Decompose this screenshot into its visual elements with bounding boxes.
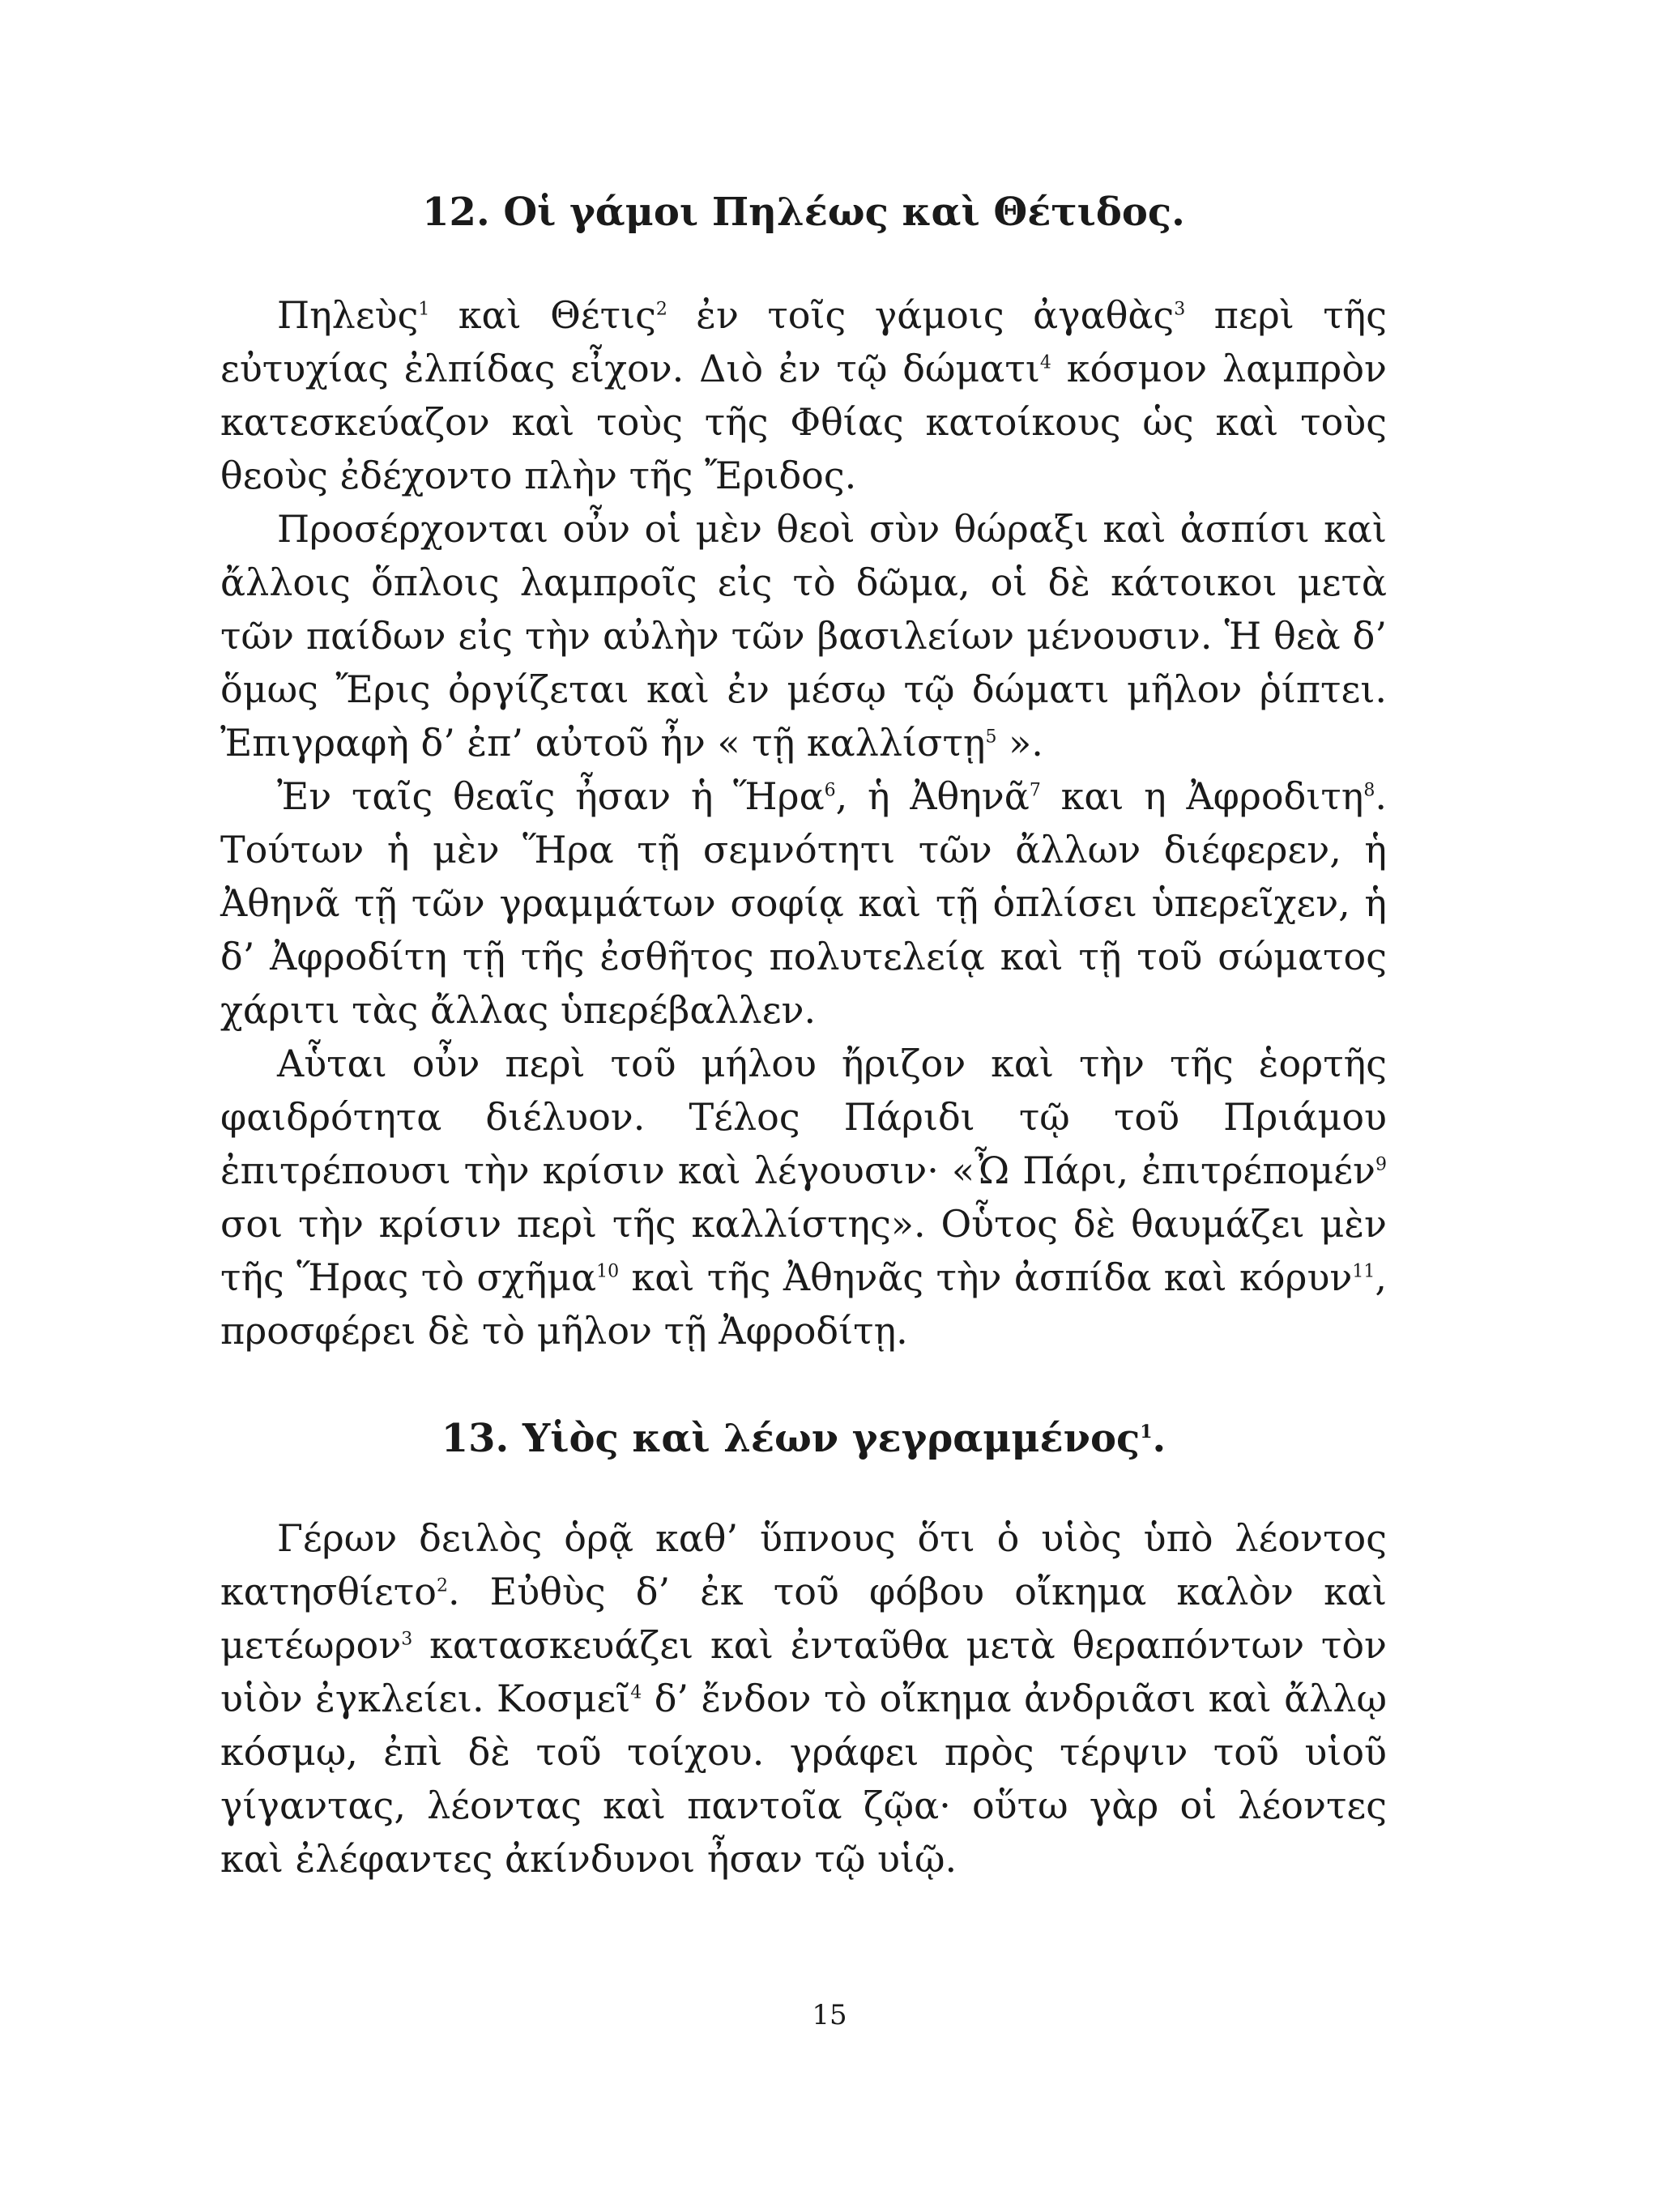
footnote-ref: 6 — [824, 780, 836, 801]
footnote-ref: 9 — [1375, 1154, 1387, 1175]
section-12-heading: 12. Οἱ γάμοι Πηλέως καὶ Θέτιδος. — [422, 190, 1185, 235]
footnote-ref: 11 — [1352, 1261, 1375, 1282]
text-run: κατασκευάζει καὶ ἐνταῦθα μετὰ θεραπόντων τὸν υἱὸν ἐγκλείει. Κοσμεῖ — [220, 1623, 1387, 1720]
text-run: Πηλεὺς — [277, 293, 419, 337]
section-12-paragraph-1 — [220, 288, 1387, 502]
footnote-ref: 5 — [985, 727, 997, 748]
text-run: καὶ τῆς Ἀθηνᾶς τὴν ἀσπίδα καὶ κόρυν — [619, 1255, 1353, 1299]
section-13-heading — [220, 1414, 1387, 1463]
text-run: . Εὐθὺς δ’ ἐκ τοῦ φόβου οἴκημα καλὸν καὶ μετέωρον — [220, 1570, 1387, 1667]
footnote-ref: 2 — [436, 1575, 448, 1596]
footnote-ref: 2 — [655, 299, 667, 320]
footnote-ref: 4 — [1039, 352, 1051, 373]
text-run: ». — [996, 721, 1043, 765]
text-run: Αὗται οὖν περὶ τοῦ μήλου ἤριζον καὶ τὴν τῆς ἑορτῆς φαιδρότητα διέλυον. Τέλος Πάριδι τῷ τοῦ Πριάμου ἐπιτρέπουσι τὴν κρίσιν καὶ λέγουσιν· «Ὦ Πάρι, ἐπιτρέπομέν — [220, 1042, 1387, 1192]
text-run: Ἐν ταῖς θεαῖς ἦσαν ἡ Ἥρα — [277, 774, 825, 818]
text-run: ἐν τοῖς γάμοις ἀγαθὰς — [667, 293, 1175, 337]
footnote-ref: 8 — [1363, 780, 1375, 801]
section-12-paragraph-4 — [220, 1037, 1387, 1357]
text-run: περὶ τῆς εὐτυχίας ἐλπίδας εἶχον. Διὸ ἐν τῷ δώματι — [220, 293, 1387, 390]
text-run: και η Ἀφροδιτη — [1040, 774, 1364, 818]
text-run: δ’ ἔνδον τὸ οἴκημα ἀνδριᾶσι καὶ ἄλλῳ κόσμῳ, ἐπὶ δὲ τοῦ τοίχου. γράφει πρὸς τέρψιν τοῦ υἱοῦ γίγαντας, λέοντας καὶ παντοῖα ζῷα· οὕτω γὰρ οἱ λέοντες καὶ ἐλέφαντες ἀκίνδυνοι ἦσαν τῷ υἱῷ. — [220, 1677, 1387, 1881]
footnote-ref: 10 — [596, 1261, 620, 1282]
section-13-heading-period: . — [1152, 1416, 1166, 1461]
footnote-ref: 1 — [1140, 1421, 1153, 1443]
text-run: Προσέρχονται οὖν οἱ μὲν θεοὶ σὺν θώραξι καὶ ἀσπίσι καὶ ἄλλοις ὅπλοις λαμπροῖς εἰς τὸ δῶμα, οἱ δὲ κάτοικοι μετὰ τῶν παίδων εἰς τὴν αὐλὴν τῶν βασιλείων μένουσιν. Ἡ θεὰ δ’ ὅμως Ἔρις ὀργίζεται καὶ ἐν μέσῳ τῷ δώματι μῆλον ῥίπτει. Ἐπιγραφὴ δ’ ἐπ’ αὐτοῦ ἦν « τῇ καλλίστῃ — [220, 507, 1387, 765]
text-run: , ἡ Ἀθηνᾶ — [835, 774, 1030, 818]
section-12-paragraph-3 — [220, 769, 1387, 1037]
footnote-ref: 3 — [401, 1629, 413, 1650]
page-content — [220, 188, 1387, 1886]
page-number: 15 — [812, 1999, 847, 2031]
text-run: , προσφέρει δὲ τὸ μῆλον τῇ Ἀφροδίτῃ. — [220, 1255, 1388, 1353]
footnote-ref: 3 — [1174, 299, 1186, 320]
text-run: . Τούτων ἡ μὲν Ἥρα τῇ σεμνότητι τῶν ἄλλων διέφερεν, ἡ Ἀθηνᾶ τῇ τῶν γραμμάτων σοφίᾳ καὶ τῇ ὁπλίσει ὑπερεῖχεν, ἡ δ’ Ἀφροδίτη τῇ τῆς ἐσθῆτος πολυτελείᾳ καὶ τῇ τοῦ σώματος χάριτι τὰς ἄλλας ὑπερέβαλλεν. — [220, 774, 1387, 1032]
footnote-ref: 7 — [1029, 780, 1041, 801]
section-13-heading-text: 13. Υἱὸς καὶ λέων γεγραμμένος — [441, 1416, 1141, 1461]
footnote-ref: 1 — [418, 299, 430, 320]
footnote-ref: 4 — [630, 1682, 642, 1703]
section-12-paragraph-2 — [220, 502, 1387, 769]
section-13-paragraph-1 — [220, 1511, 1387, 1886]
text-run: καὶ Θέτις — [429, 293, 656, 337]
text-run: Γέρων δειλὸς ὁρᾷ καθ’ ὕπνους ὅτι ὁ υἱὸς ὑπὸ λέοντος κατησθίετο — [220, 1516, 1387, 1613]
text-run: κόσμον λαμπρὸν κατεσκεύαζον καὶ τοὺς τῆς Φθίας κατοίκους ὡς καὶ τοὺς θεοὺς ἐδέχοντο πλὴν τῆς Ἔριδος. — [220, 347, 1387, 497]
text-run: σοι τὴν κρίσιν περὶ τῆς καλλίστης». Οὗτος δὲ θαυμάζει μὲν τῆς Ἥρας τὸ σχῆμα — [220, 1202, 1387, 1299]
